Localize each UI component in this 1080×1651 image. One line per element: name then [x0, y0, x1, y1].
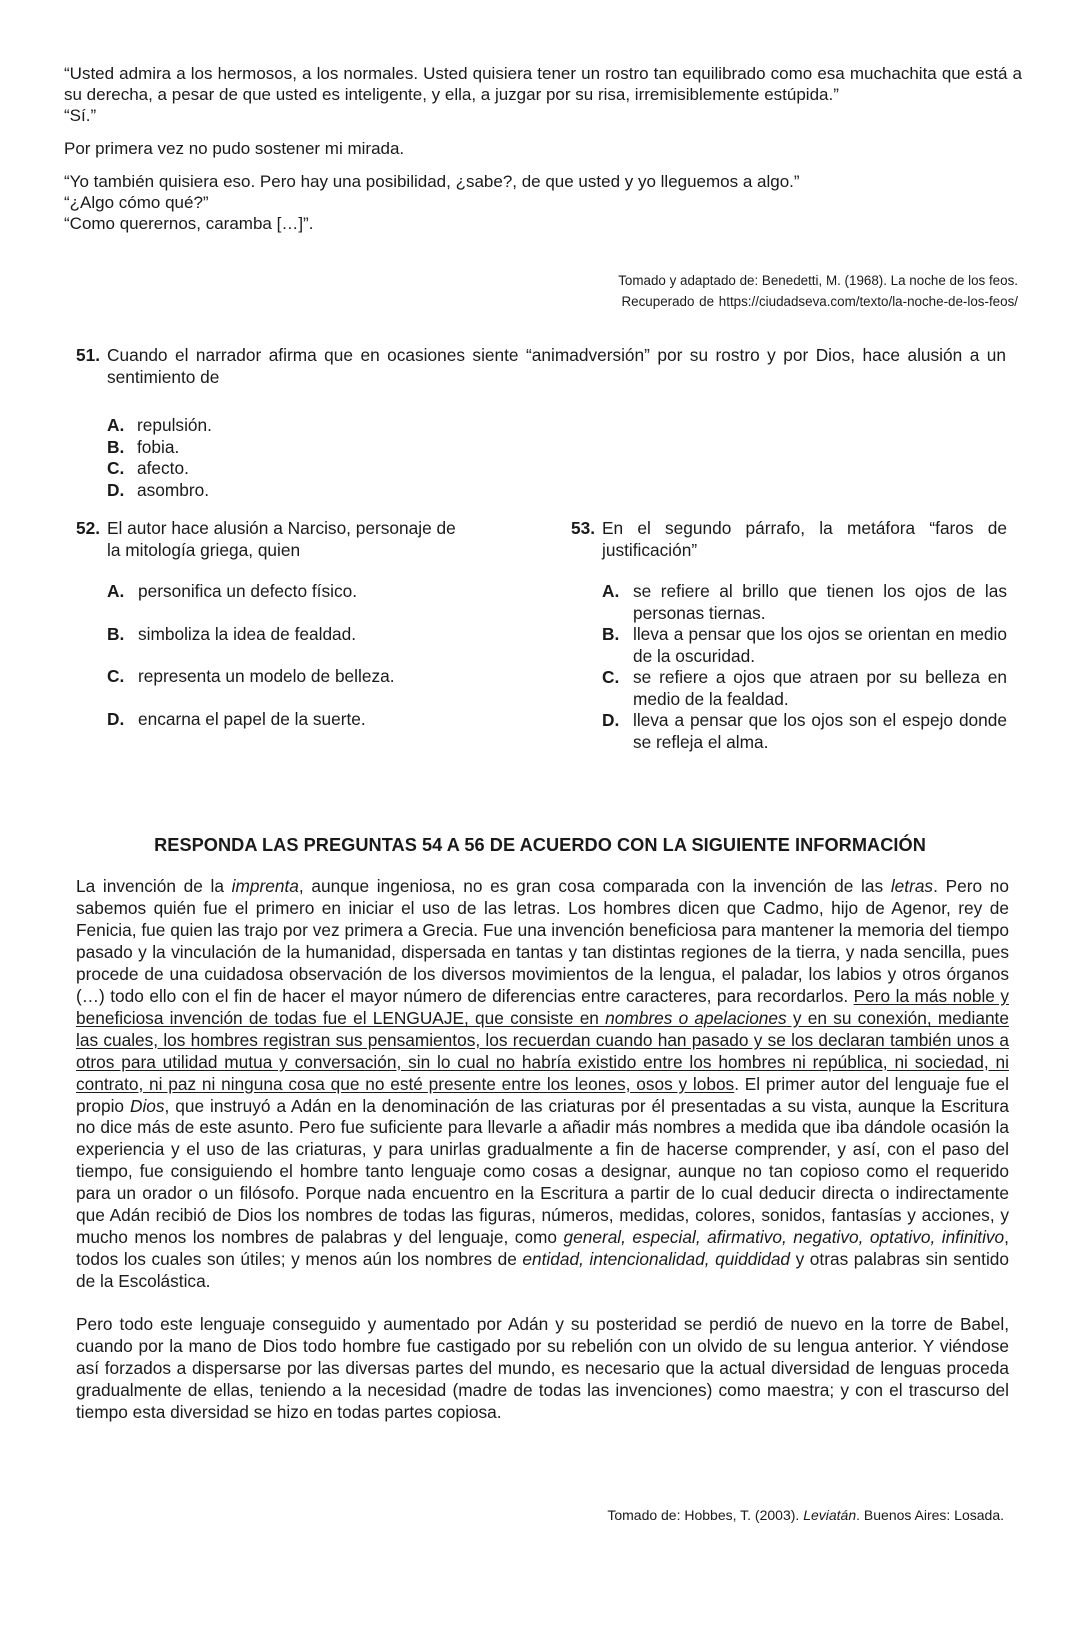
passage-paragraph-1	[76, 876, 1009, 1293]
option-b[interactable]	[107, 437, 1006, 459]
question-number: 53.	[571, 518, 596, 538]
option-text: lleva a pensar que los ojos son el espejo donde se refleja el alma.	[633, 710, 1007, 752]
section-instructions-header: RESPONDA LAS PREGUNTAS 54 A 56 DE ACUERDO CON LA SIGUIENTE INFORMACIÓN	[154, 835, 926, 855]
option-letter: A.	[107, 415, 125, 435]
option-b[interactable]	[602, 624, 1007, 667]
citation-url: Recuperado de https://ciudadseva.com/texto/la-noche-de-los-feos/	[621, 294, 1018, 309]
option-text: repulsión.	[137, 415, 212, 435]
text-run: La invención de la	[76, 876, 232, 896]
passage-line: “¿Algo cómo qué?”	[64, 193, 209, 212]
italic-term: letras	[890, 876, 934, 896]
option-letter: D.	[602, 710, 620, 730]
option-d[interactable]	[602, 710, 1007, 753]
question-text-line: la mitología griega, quien	[107, 539, 301, 560]
question-51	[76, 345, 1006, 501]
option-letter: C.	[107, 666, 125, 686]
text-run: y en su conexión, mediante las cuales, los hombres registran sus pensamientos, los recuerdan cuando han pasado y se los declaran también unos a otros para utilidad mutua y conversación, sin lo cual no habría existido entre los hombres ni república, ni sociedad, ni contrato, ni paz ni ninguna cosa que no esté presente entre los leones, osos y lobos	[76, 1007, 1009, 1094]
question-stem	[571, 518, 1007, 561]
option-a[interactable]	[602, 581, 1007, 624]
question-number: 52.	[76, 518, 101, 538]
option-text: fobia.	[137, 436, 180, 457]
citation-text: Tomado de: Hobbes, T. (2003).	[607, 1507, 804, 1523]
citation-title: Leviatán	[803, 1507, 857, 1523]
italic-term: entidad, intencionalidad, quiddidad	[522, 1249, 791, 1270]
option-a[interactable]	[107, 581, 506, 603]
option-letter: D.	[107, 479, 125, 500]
option-text: lleva a pensar que los ojos se orientan en medio de la oscuridad.	[633, 624, 1007, 666]
answer-options	[107, 415, 1006, 501]
option-c[interactable]	[107, 666, 506, 688]
passage-line: “Como querernos, caramba […]”.	[64, 214, 314, 233]
text-run: Pero la más noble y beneficiosa invención de todas fue el LENGUAJE, que consiste en	[76, 985, 1009, 1028]
italic-term: imprenta	[231, 876, 299, 896]
question-53	[571, 518, 1007, 753]
passage-line: Por primera vez no pudo sostener mi mirada.	[64, 139, 405, 158]
source-citation	[607, 1505, 1004, 1526]
italic-term: nombres o apelaciones	[605, 1007, 787, 1028]
option-d[interactable]	[107, 709, 506, 731]
question-stem	[76, 518, 506, 561]
italic-term: Dios	[129, 1095, 165, 1116]
question-text-line: El autor hace alusión a Narciso, personaje de	[107, 518, 456, 538]
answer-options	[107, 581, 506, 730]
citation-line: Tomado y adaptado de: Benedetti, M. (1968). La noche de los feos.	[618, 273, 1018, 288]
option-letter: C.	[602, 667, 620, 687]
option-text: encarna el papel de la suerte.	[138, 708, 366, 729]
text-run: , aunque ingeniosa, no es gran cosa comparada con la invención de las	[298, 876, 891, 896]
citation-text: . Buenos Aires: Losada.	[856, 1507, 1004, 1523]
option-letter: D.	[107, 708, 125, 729]
option-text: se refiere a ojos que atraen por su belleza en medio de la fealdad.	[633, 667, 1007, 709]
story-passage-excerpt	[64, 63, 1022, 234]
source-citation	[618, 270, 1018, 312]
answer-options	[602, 581, 1007, 753]
option-c[interactable]	[107, 458, 1006, 480]
question-52	[76, 518, 506, 751]
option-text: personifica un defecto físico.	[138, 581, 358, 601]
italic-term: general, especial, afirmativo, negativo, optativo, infinitivo	[563, 1227, 1005, 1248]
question-text: En el segundo párrafo, la metáfora “faros de justificación”	[602, 518, 1007, 560]
option-text: asombro.	[137, 479, 210, 500]
option-letter: C.	[107, 458, 125, 478]
option-text: representa un modelo de belleza.	[138, 666, 395, 686]
option-c[interactable]	[602, 667, 1007, 710]
option-letter: B.	[602, 624, 620, 644]
option-letter: A.	[107, 581, 125, 601]
text-run: . El primer autor del lenguaje fue el propio	[76, 1073, 1009, 1116]
question-number: 51.	[76, 345, 101, 365]
option-letter: A.	[602, 581, 620, 601]
option-b[interactable]	[107, 624, 506, 646]
option-a[interactable]	[107, 415, 1006, 437]
option-text: afecto.	[137, 458, 189, 478]
option-d[interactable]	[107, 480, 1006, 502]
option-letter: B.	[107, 436, 125, 457]
passage-paragraph: “Usted admira a los hermosos, a los normales. Usted quisiera tener un rostro tan equilibrado como esa muchachita que está a su derecha, a pesar de que usted es inteligente, y ella, a juzgar por su risa, irremisiblemente estúpida.”	[64, 64, 1022, 104]
passage-paragraph-2: Pero todo este lenguaje conseguido y aumentado por Adán y su posteridad se perdió de nuevo en la torre de Babel, cuando por la mano de Dios todo hombre fue castigado por su rebelión con un olvido de su lengua anterior. Y viéndose así forzados a dispersarse por las diversas partes del mundo, es necesario que la actual diversidad de lenguas proceda gradualmente de ellas, teniendo a la necesidad (madre de todas las invenciones) como maestra; y con el trascurso del tiempo esta diversidad se hizo en todas partes copiosa.	[76, 1314, 1009, 1422]
reading-passage	[76, 876, 1009, 1424]
option-letter: B.	[107, 623, 125, 644]
question-text	[107, 518, 456, 561]
passage-line: “Yo también quisiera eso. Pero hay una posibilidad, ¿sabe?, de que usted y yo lleguemos a algo.”	[64, 172, 800, 191]
question-stem	[76, 345, 1006, 388]
option-text: simboliza la idea de fealdad.	[138, 623, 357, 644]
option-text: se refiere al brillo que tienen los ojos de las personas tiernas.	[633, 581, 1007, 623]
passage-line: “Sí.”	[64, 106, 97, 125]
text-run: . Pero no sabemos quién fue el primero en iniciar el uso de las letras. Los hombres dicen que Cadmo, hijo de Agenor, rey de Fenicia, fue quien las trajo por vez primera a Grecia. Fue una invención beneficiosa para mantener la memoria del tiempo pasado y la vinculación de la humanidad, dispersada en tantas y tan distintas regiones de la tierra, y nada sencilla, pues procede de una cuidadosa observación de los diversos movimientos de la lengua, el paladar, los labios y otros órganos (…) todo ello con el fin de hacer el mayor número de diferencias entre caracteres, para recordarlos.	[76, 876, 1009, 1006]
question-text: Cuando el narrador afirma que en ocasiones siente “animadversión” por su rostro y por Dios, hace alusión a un sentimiento de	[107, 345, 1006, 387]
text-run: , que instruyó a Adán en la denominación de las criaturas por él presentadas a su vista, aunque la Escritura no dice más de este asunto. Pero fue suficiente para llevarle a añadir más nombres a medida que iba dándole ocasión la experiencia y el uso de las criaturas, y para unirlas gradualmente a fin de hacerse comprender, y así, con el paso del tiempo, fue consiguiendo el hombre tanto lenguaje como cosas a designar, aunque no tan copioso como el requerido para un orador o un filósofo. Porque nada encuentro en la Escritura a partir de lo cual deducir directa o indirectamente que Adán recibió de Dios los nombres de todas las figuras, números, medidas, colores, sonidos, fantasías y acciones, y mucho menos los nombres de palabras y del lenguaje, como	[76, 1095, 1010, 1248]
text-run: , todos los cuales son útiles; y menos aún los nombres de	[76, 1227, 1009, 1270]
text-run: y otras palabras sin sentido de la Escolástica.	[76, 1249, 1010, 1292]
